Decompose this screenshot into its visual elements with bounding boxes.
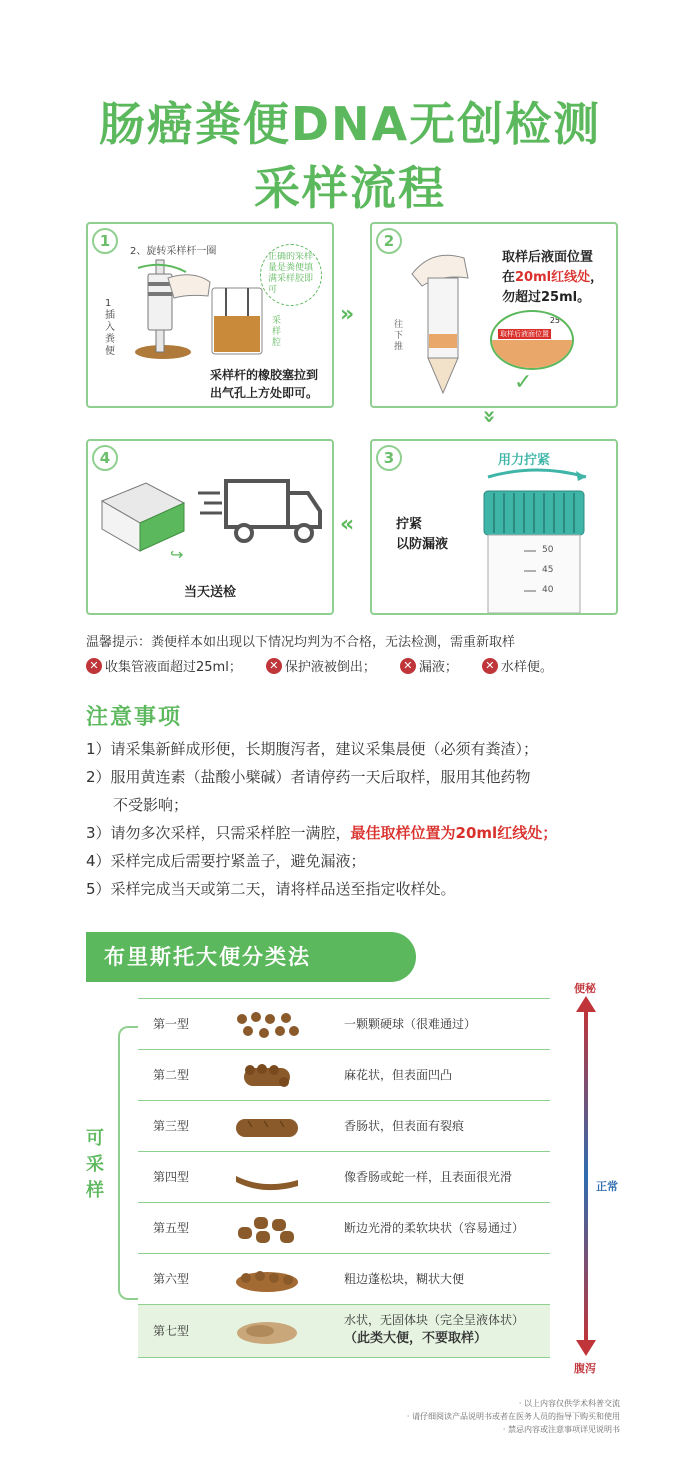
arrow-swirl-icon: ↪ <box>170 545 184 564</box>
liquid-fill <box>492 340 572 370</box>
step-4-panel <box>86 439 334 615</box>
bristol-desc: 断边光滑的柔软块状（容易通过） <box>344 1221 525 1235</box>
step-1-panel <box>86 222 334 408</box>
reject-item: 漏液； <box>418 660 458 675</box>
step-3-text1: 拧紧 <box>396 517 423 532</box>
sampler-rod-illustration <box>118 254 218 364</box>
checkmark-icon: ✓ <box>514 370 533 395</box>
push-down-label: 往下推 <box>394 320 404 352</box>
type-3-stool-icon <box>234 1111 300 1143</box>
bristol-type: 第一型 <box>153 1017 190 1031</box>
chevron-left-icon: « <box>340 512 355 537</box>
note-3 <box>86 822 557 843</box>
type-1-stool-icon <box>234 1009 300 1041</box>
chevron-down-icon: » <box>476 409 502 424</box>
step-1-number: 1 <box>92 228 118 254</box>
diarrhea-label: 腹泻 <box>574 1362 596 1375</box>
sample-volume-hint: 正确的采样量是粪便填满采样胶即可 <box>268 252 314 295</box>
mark-20-label: 取样后液面位置 <box>500 330 549 338</box>
type-5-stool-icon <box>234 1213 300 1245</box>
bristol-desc: 水状，无固体块（完全呈液体状） <box>344 1313 525 1327</box>
bristol-warning: （此类大便，不要取样） <box>344 1331 488 1346</box>
step-1-insert-label: 1 插入粪便 <box>105 298 115 357</box>
red-line-highlight: 20ml红线处 <box>515 270 591 285</box>
warm-tip: 温馨提示：粪便样本如出现以下情况均判为不合格，无法检测，需重新取样 <box>86 635 516 650</box>
reject-item: 收集管液面超过25ml； <box>105 660 242 675</box>
note-5: 5）采样完成当天或第二天，请将样品送至指定收样处。 <box>86 880 456 898</box>
x-icon: ✕ <box>482 658 498 674</box>
x-icon: ✕ <box>266 658 282 674</box>
tube-press-illustration <box>402 238 482 398</box>
constipation-label: 便秘 <box>574 982 596 995</box>
bristol-row <box>138 1151 550 1203</box>
step-3-number: 3 <box>376 445 402 471</box>
mark-25: 25 <box>549 316 560 325</box>
x-icon: ✕ <box>400 658 416 674</box>
footer-note-1: · 以上内容仅供学术科普交流 <box>518 1399 620 1408</box>
twist-tight-label: 用力拧紧 <box>498 453 551 468</box>
type-6-stool-icon <box>234 1264 300 1296</box>
bristol-type: 第三型 <box>153 1119 190 1133</box>
rotation-arrow-icon <box>482 465 592 483</box>
step-2-line1: 取样后液面位置 <box>502 250 594 265</box>
note-1: 1）请采集新鲜成形便，长期腹泻者，建议采集晨便（必须有粪渣）； <box>86 740 539 758</box>
step-4-caption: 当天送检 <box>184 585 237 600</box>
bristol-row <box>138 1049 550 1101</box>
normal-label: 正常 <box>596 1180 618 1193</box>
tube-mark-40: 40 <box>542 585 554 595</box>
step-3-panel <box>370 439 618 615</box>
scale-arrow-icon <box>574 996 598 1356</box>
reject-item: 保护液被倒出； <box>284 660 376 675</box>
sampling-chamber-label: 采样腔 <box>272 316 282 348</box>
type-2-stool-icon <box>234 1060 300 1092</box>
step-2-number: 2 <box>376 228 402 254</box>
step-2-panel <box>370 222 618 408</box>
page-subtitle: 采样流程 <box>254 161 446 215</box>
step-2-line2-pre: 在 <box>502 270 516 285</box>
bristol-desc: 像香肠或蛇一样，且表面很光滑 <box>344 1170 513 1184</box>
bristol-type: 第七型 <box>153 1324 190 1338</box>
bristol-row <box>138 1253 550 1305</box>
note-3-text: 3）请勿多次采样，只需采样腔一满腔， <box>86 824 351 842</box>
bristol-type: 第四型 <box>153 1170 190 1184</box>
tube-mark-45: 45 <box>542 565 554 575</box>
note-2-line2: 不受影响； <box>113 796 189 814</box>
bristol-heading: 布里斯托大便分类法 <box>86 932 416 982</box>
bristol-row <box>138 998 550 1050</box>
bristol-type: 第六型 <box>153 1272 190 1286</box>
step-3-text2: 以防漏液 <box>396 537 449 552</box>
type-4-stool-icon <box>234 1162 300 1194</box>
step-1-caption-line1: 采样杆的橡胶塞拉到 <box>210 368 319 382</box>
step-4-number: 4 <box>92 445 118 471</box>
can-sample-label: 可采样 <box>86 1128 104 1201</box>
sample-bracket <box>118 1026 138 1300</box>
step-2-line2-post: ， <box>590 270 604 285</box>
x-icon: ✕ <box>86 658 102 674</box>
bristol-type: 第二型 <box>153 1068 190 1082</box>
footer-note-3: · 禁忌内容或注意事项详见说明书 <box>502 1425 620 1434</box>
reject-conditions <box>86 656 553 675</box>
step-2-line2 <box>502 266 603 285</box>
step-2-line3: 勿超过25ml。 <box>502 290 591 305</box>
bristol-desc: 一颗颗硬球（很难通过） <box>344 1017 477 1031</box>
page-title: 肠癌粪便DNA无创检测 <box>98 97 602 151</box>
bristol-type: 第五型 <box>153 1221 190 1235</box>
footer-note-2: · 请仔细阅读产品说明书或者在医务人员的指导下购买和使用 <box>406 1412 620 1421</box>
bristol-desc: 香肠状，但表面有裂痕 <box>344 1119 465 1133</box>
bristol-desc: 麻花状，但表面凹凸 <box>344 1068 453 1082</box>
type-7-stool-icon <box>234 1315 300 1347</box>
note-2-line1: 2）服用黄连素（盐酸小檗碱）者请停药一天后取样，服用其他药物 <box>86 768 531 786</box>
bristol-row <box>138 1304 550 1358</box>
bristol-row <box>138 1100 550 1152</box>
tube-mark-50: 50 <box>542 545 554 555</box>
reject-item: 水样便。 <box>500 660 553 675</box>
note-4: 4）采样完成后需要拧紧盖子，避免漏液； <box>86 852 366 870</box>
liquid-level-zoom <box>490 310 574 370</box>
step-1-rotate-label: 2、旋转采样杆一圈 <box>130 246 217 257</box>
sampling-chamber-illustration <box>208 286 268 356</box>
notes-heading: 注意事项 <box>86 705 183 730</box>
note-3-highlight: 最佳取样位置为20ml红线处； <box>350 824 558 842</box>
chevron-right-icon: » <box>340 302 355 327</box>
capped-tube-illustration <box>480 487 590 613</box>
delivery-truck-icon <box>196 471 326 551</box>
bristol-row <box>138 1202 550 1254</box>
bristol-desc: 粗边蓬松块，糊状大便 <box>344 1272 465 1286</box>
step-1-caption-line2: 出气孔上方处即可。 <box>210 386 319 400</box>
